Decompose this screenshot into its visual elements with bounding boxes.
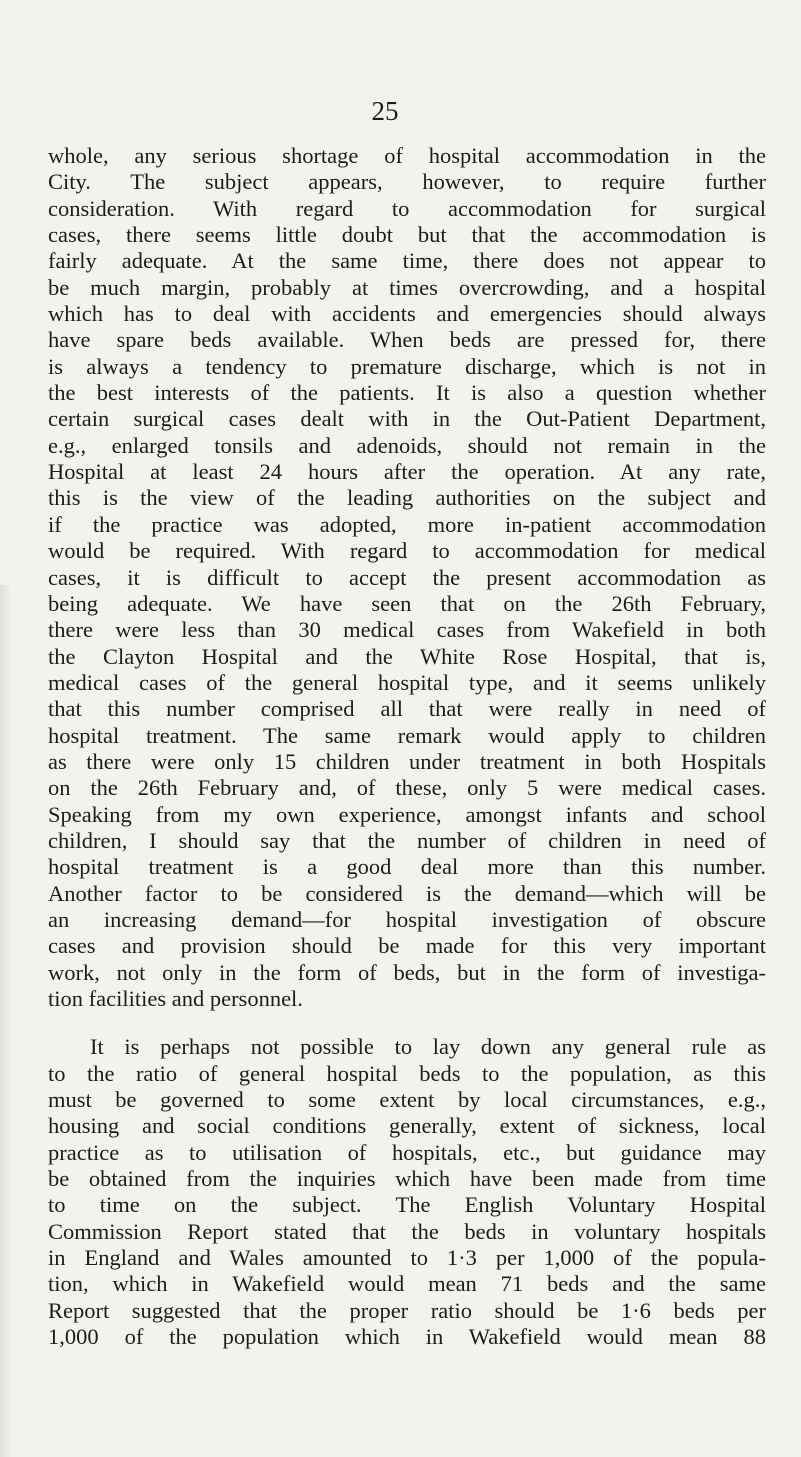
text-line: this is the view of the leading authorities on the subject and <box>48 485 766 511</box>
text-line: to the ratio of general hospital beds to the population, as this <box>48 1060 766 1086</box>
text-line: in England and Wales amounted to 1·3 per 1,000 of the popula- <box>48 1245 766 1271</box>
body-text <box>48 143 766 1350</box>
text-line: have spare beds available. When beds are pressed for, there <box>48 327 766 353</box>
text-line: e.g., enlarged tonsils and adenoids, should not remain in the <box>48 432 766 458</box>
binding-shadow <box>0 585 12 1457</box>
text-line: which has to deal with accidents and emergencies should always <box>48 301 766 327</box>
text-line: cases, there seems little doubt but that the accommodation is <box>48 222 766 248</box>
text-line: practice as to utilisation of hospitals, etc., but guidance may <box>48 1139 766 1165</box>
text-line: an increasing demand—for hospital investigation of obscure <box>48 906 766 932</box>
text-line: housing and social conditions generally, extent of sickness, local <box>48 1113 766 1139</box>
text-line: be obtained from the inquiries which have been made from time <box>48 1166 766 1192</box>
text-line: It is perhaps not possible to lay down any general rule as <box>90 1034 766 1060</box>
text-line: medical cases of the general hospital type, and it seems unlikely <box>48 669 766 695</box>
text-line: Hospital at least 24 hours after the operation. At any rate, <box>48 459 766 485</box>
text-line: there were less than 30 medical cases from Wakefield in both <box>48 617 766 643</box>
text-line: Report suggested that the proper ratio should be 1·6 beds per <box>48 1297 766 1323</box>
text-line: tion facilities and personnel. <box>48 986 303 1011</box>
text-line: certain surgical cases dealt with in the Out-Patient Department, <box>48 406 766 432</box>
text-line: Commission Report stated that the beds in voluntary hospitals <box>48 1218 766 1244</box>
text-line: 1,000 of the population which in Wakefield would mean 88 <box>48 1324 766 1350</box>
text-line: Another factor to be considered is the demand—which will be <box>48 880 766 906</box>
text-line: as there were only 15 children under treatment in both Hospitals <box>48 748 766 774</box>
text-line: work, not only in the form of beds, but in the form of investiga- <box>48 959 766 985</box>
text-line: hospital treatment is a good deal more than this number. <box>48 854 766 880</box>
text-line: the best interests of the patients. It is also a question whether <box>48 380 766 406</box>
text-line: tion, which in Wakefield would mean 71 beds and the same <box>48 1271 766 1297</box>
text-line: must be governed to some extent by local circumstances, e.g., <box>48 1087 766 1113</box>
text-line: to time on the subject. The English Voluntary Hospital <box>48 1192 766 1218</box>
text-line: Speaking from my own experience, amongst infants and school <box>48 801 766 827</box>
text-line: would be required. With regard to accommodation for medical <box>48 538 766 564</box>
paragraph-2 <box>48 1034 766 1350</box>
text-line: hospital treatment. The same remark would apply to children <box>48 722 766 748</box>
text-line: if the practice was adopted, more in-patient accommodation <box>48 511 766 537</box>
text-line: consideration. With regard to accommodation for surgical <box>48 195 766 221</box>
page-number: 25 <box>371 96 399 126</box>
text-line: on the 26th February and, of these, only 5 were medical cases. <box>48 775 766 801</box>
text-line: children, I should say that the number of children in need of <box>48 827 766 853</box>
text-line: whole, any serious shortage of hospital accommodation in the <box>48 143 766 168</box>
text-line: is always a tendency to premature discharge, which is not in <box>48 353 766 379</box>
text-line: the Clayton Hospital and the White Rose Hospital, that is, <box>48 643 766 669</box>
text-line: be much margin, probably at times overcrowding, and a hospital <box>48 274 766 300</box>
paragraph-1 <box>48 143 766 1012</box>
text-line: cases, it is difficult to accept the present accommodation as <box>48 564 766 590</box>
text-line: being adequate. We have seen that on the 26th February, <box>48 590 766 616</box>
text-line: that this number comprised all that were really in need of <box>48 696 766 722</box>
text-line: City. The subject appears, however, to require further <box>48 169 766 195</box>
text-line: cases and provision should be made for this very important <box>48 933 766 959</box>
text-line: fairly adequate. At the same time, there does not appear to <box>48 248 766 274</box>
